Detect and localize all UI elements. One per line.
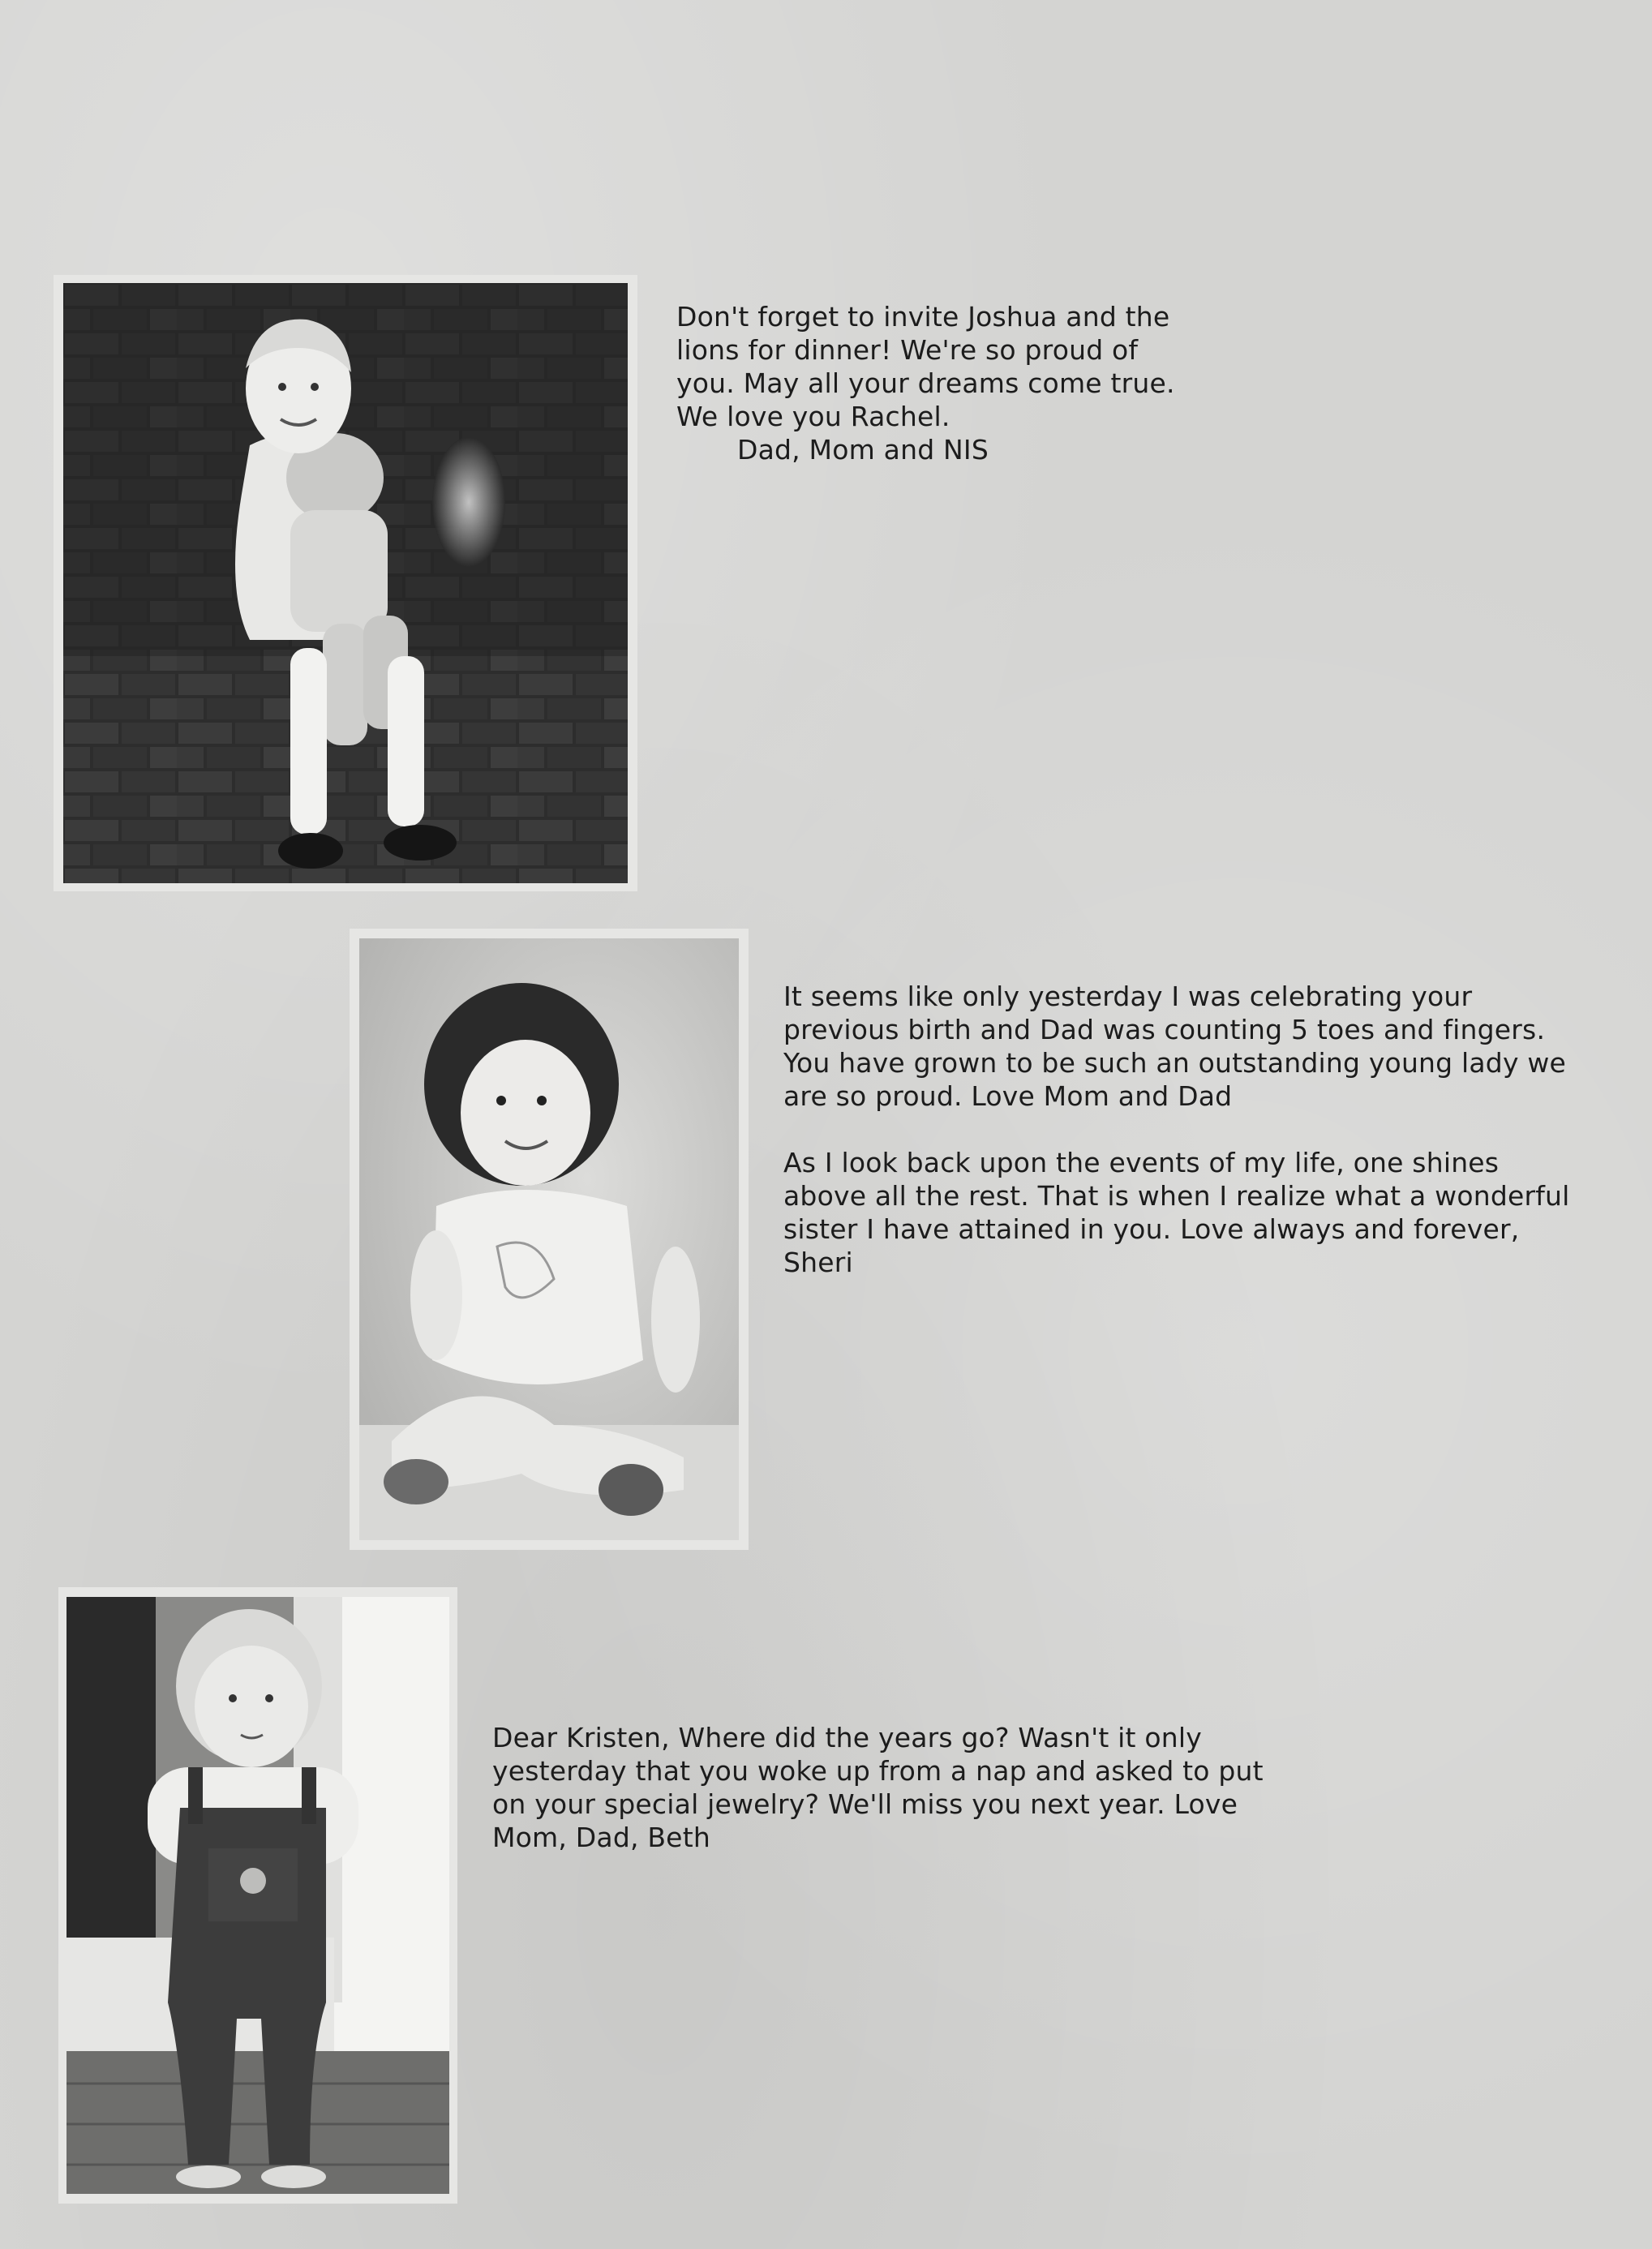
message-line: Don't forget to invite Joshua and the (676, 301, 1170, 333)
message-kristen (492, 1721, 1303, 1854)
message-line: sister I have attained in you. Love always and forever, (783, 1213, 1520, 1245)
message-line: are so proud. Love Mom and Dad (783, 1080, 1233, 1112)
message-line: Mom, Dad, Beth (492, 1822, 710, 1853)
message-line: lions for dinner! We're so proud of (676, 334, 1139, 366)
message-line: on your special jewelry? We'll miss you next year. Love (492, 1788, 1238, 1820)
photo-toddler-with-stuffed-bear (63, 283, 628, 883)
photo-2-illustration (359, 938, 739, 1540)
signature: Dad, Mom and NIS (737, 434, 989, 466)
photo-frame-3 (58, 1587, 457, 2204)
paragraph-gap (783, 1113, 1643, 1146)
message-line: It seems like only yesterday I was celebrating your (783, 981, 1473, 1012)
photo-curly-haired-toddler-sitting (359, 938, 739, 1540)
message-line: Dear Kristen, Where did the years go? Wasn't it only (492, 1722, 1202, 1753)
photo-1-illustration (63, 283, 628, 883)
message-line: yesterday that you woke up from a nap and asked to put (492, 1755, 1264, 1787)
message-line: previous birth and Dad was counting 5 toes and fingers. (783, 1014, 1546, 1045)
message-line: you. May all your dreams come true. (676, 367, 1175, 399)
message-rachel (676, 300, 1244, 466)
message-line: We love you Rachel. (676, 401, 950, 432)
message-line: Sheri (783, 1247, 853, 1278)
photo-3-illustration (67, 1597, 449, 2194)
photo-frame-1 (54, 275, 637, 891)
message-line: above all the rest. That is when I realize what a wonderful (783, 1180, 1570, 1212)
message-line: You have grown to be such an outstanding young lady we (783, 1047, 1567, 1079)
photo-frame-2 (350, 929, 749, 1550)
message-line: As I look back upon the events of my life, one shines (783, 1147, 1500, 1178)
photo-toddler-in-overalls (67, 1597, 449, 2194)
message-mom-and-dad (783, 980, 1643, 1279)
